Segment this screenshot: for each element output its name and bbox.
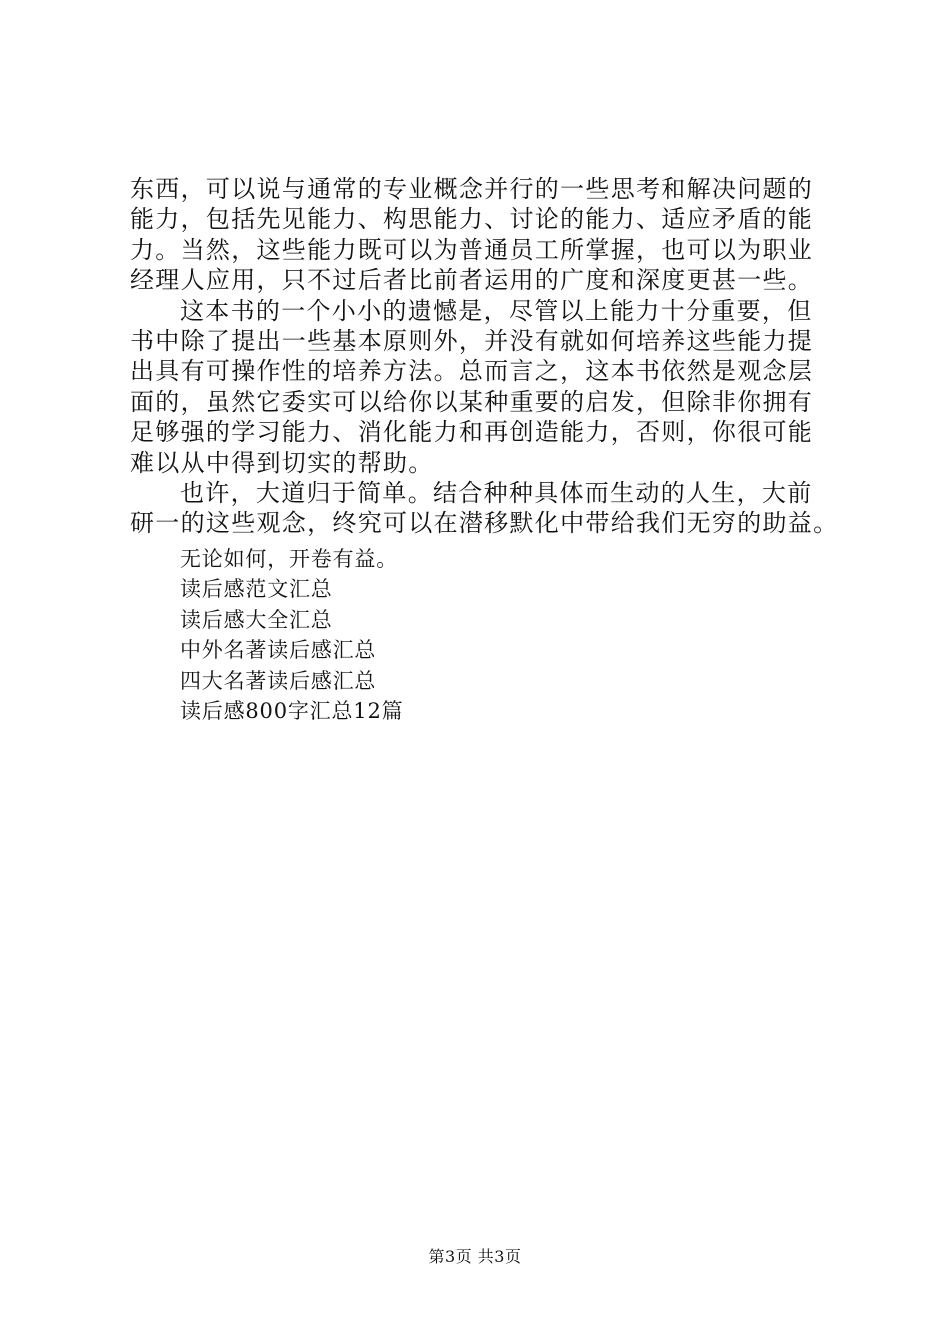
paragraph-2-line-3: 出具有可操作性的培养方法。总而言之，这本书依然是观念层: [130, 357, 814, 386]
paragraph-2-line-5: 足够强的学习能力、消化能力和再创造能力，否则，你很可能: [130, 418, 814, 447]
closing-remark: 无论如何，开卷有益。: [180, 547, 398, 571]
paragraph-2-line-4: 面的，虽然它委实可以给你以某种重要的启发，但除非你拥有: [130, 387, 814, 416]
paragraph-3-line-1: 也许，大道归于简单。结合种种具体而生动的人生，大前: [180, 478, 813, 507]
paragraph-1-line-3: 力。当然，这些能力既可以为普通员工所掌握，也可以为职业: [130, 235, 814, 264]
related-link-2: 读后感大全汇总: [180, 607, 333, 632]
paragraph-3-line-2: 研一的这些观念，终究可以在潜移默化中带给我们无穷的助益。: [130, 509, 839, 538]
paragraph-2-line-1: 这本书的一个小小的遗憾是，尽管以上能力十分重要，但: [180, 296, 813, 325]
paragraph-2-line-2: 书中除了提出一些基本原则外，并没有就如何培养这些能力提: [130, 326, 814, 355]
document-body: [130, 174, 850, 539]
related-link-5: 读后感800字汇总12篇: [180, 698, 404, 723]
page-footer: 第3页 共3页: [428, 1247, 522, 1266]
closing-list: [180, 544, 403, 726]
paragraph-1-line-2: 能力，包括先见能力、构思能力、讨论的能力、适应矛盾的能: [130, 205, 814, 234]
paragraph-1-line-1: 东西，可以说与通常的专业概念并行的一些思考和解决问题的: [130, 175, 814, 203]
related-link-4: 四大名著读后感汇总: [180, 668, 377, 693]
related-link-1: 读后感范文汇总: [180, 577, 333, 602]
paragraph-1-line-4: 经理人应用，只不过后者比前者运用的广度和深度更甚一些。: [130, 266, 814, 295]
related-link-3: 中外名著读后感汇总: [180, 638, 377, 663]
paragraph-2-line-6: 难以从中得到切实的帮助。: [130, 448, 434, 477]
